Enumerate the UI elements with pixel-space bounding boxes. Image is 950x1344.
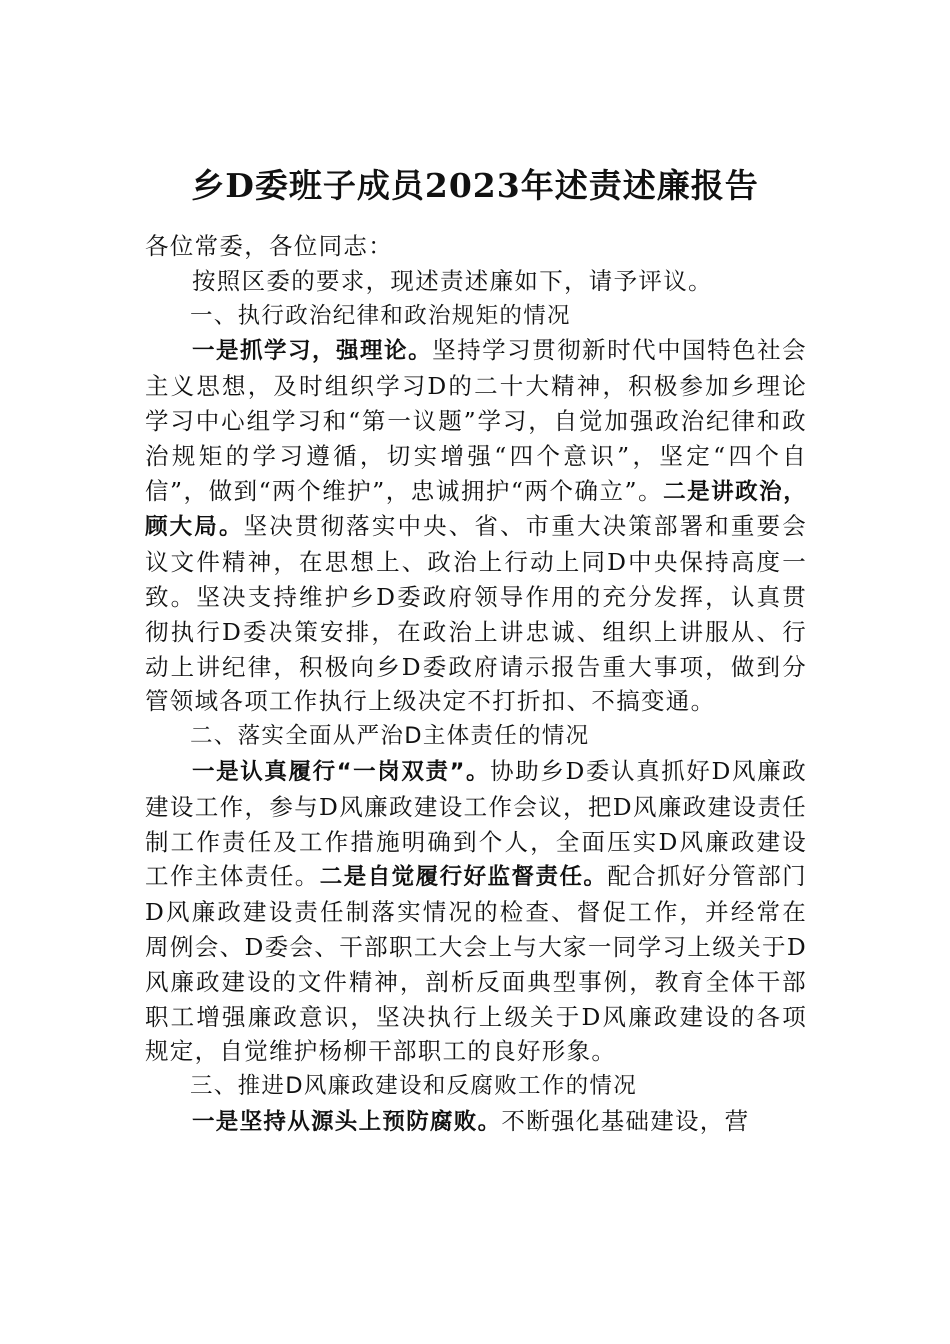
section-2-paragraph xyxy=(145,754,807,1069)
section-3-paragraph xyxy=(145,1104,807,1140)
section-3-heading: 三、推进D风廉政建设和反腐败工作的情况 xyxy=(190,1073,638,1100)
salutation: 各位常委，各位同志： xyxy=(145,232,393,260)
section-1-paragraph xyxy=(145,333,807,719)
section-1-text-2: 坚决贯彻落实中央、省、市重大决策部署和重要会议文件精神，在思想上、政治上行动上同D中央保持高度一致。坚决支持维护乡D委政府领导作用的充分发挥，认真贯彻执行D委决策安排，在政治上讲忠诚、组织上讲服从、行动上讲纪律，积极向乡D委政府请示报告重大事项，做到分管领域各项工作执行上级决定不打折扣、不搞变通。 xyxy=(145,512,807,716)
intro-paragraph: 按照区委的要求，现述责述廉如下，请予评议。 xyxy=(192,266,713,295)
section-2-text-1: 协助乡D委认真抓好D风廉政建设工作，参与D风廉政建设工作会议，把D风廉政建设责任制工作责任及工作措施明确到个人，全面压实D风廉政建设工作主体责任。 xyxy=(145,756,807,891)
section-2-lead-2: 二是自觉履行好监督责任。 xyxy=(319,864,608,891)
section-3-lead-1: 一是坚持从源头上预防腐败。 xyxy=(192,1108,502,1135)
section-3-text-1: 不断强化基础建设，营 xyxy=(501,1106,750,1135)
section-1-lead-2: 二是讲政治，顾大局。 xyxy=(145,478,807,541)
document-title: 乡D委班子成员2023年述责述廉报告 xyxy=(191,166,759,205)
section-2-text-2: 配合抓好分管部门D风廉政建设责任制落实情况的检查、督促工作，并经常在周例会、D委会、干部职工大会上与大家一同学习上级关于D风廉政建设的文件精神，剖析反面典型事例，教育全体干部职工增强廉政意识，坚决执行上级关于D风廉政建设的各项规定，自觉维护杨柳干部职工的良好形象。 xyxy=(145,862,807,1066)
section-2-lead-1: 一是认真履行“一岗双责”。 xyxy=(192,758,491,785)
section-1-heading: 一、执行政治纪律和政治规矩的情况 xyxy=(190,302,571,329)
section-1-text-1: 坚持学习贯彻新时代中国特色社会主义思想，及时组织学习D的二十大精神，积极参加乡理论学习中心组学习和“第一议题”学习，自觉加强政治纪律和政治规矩的学习遵循，切实增强“四个意识”，坚定“四个自信”，做到“两个维护”，忠诚拥护“两个确立”。 xyxy=(145,336,807,505)
section-1-lead-1: 一是抓学习，强理论。 xyxy=(192,338,433,365)
section-2-heading: 二、落实全面从严治D主体责任的情况 xyxy=(190,723,590,750)
document-body xyxy=(145,229,807,1140)
